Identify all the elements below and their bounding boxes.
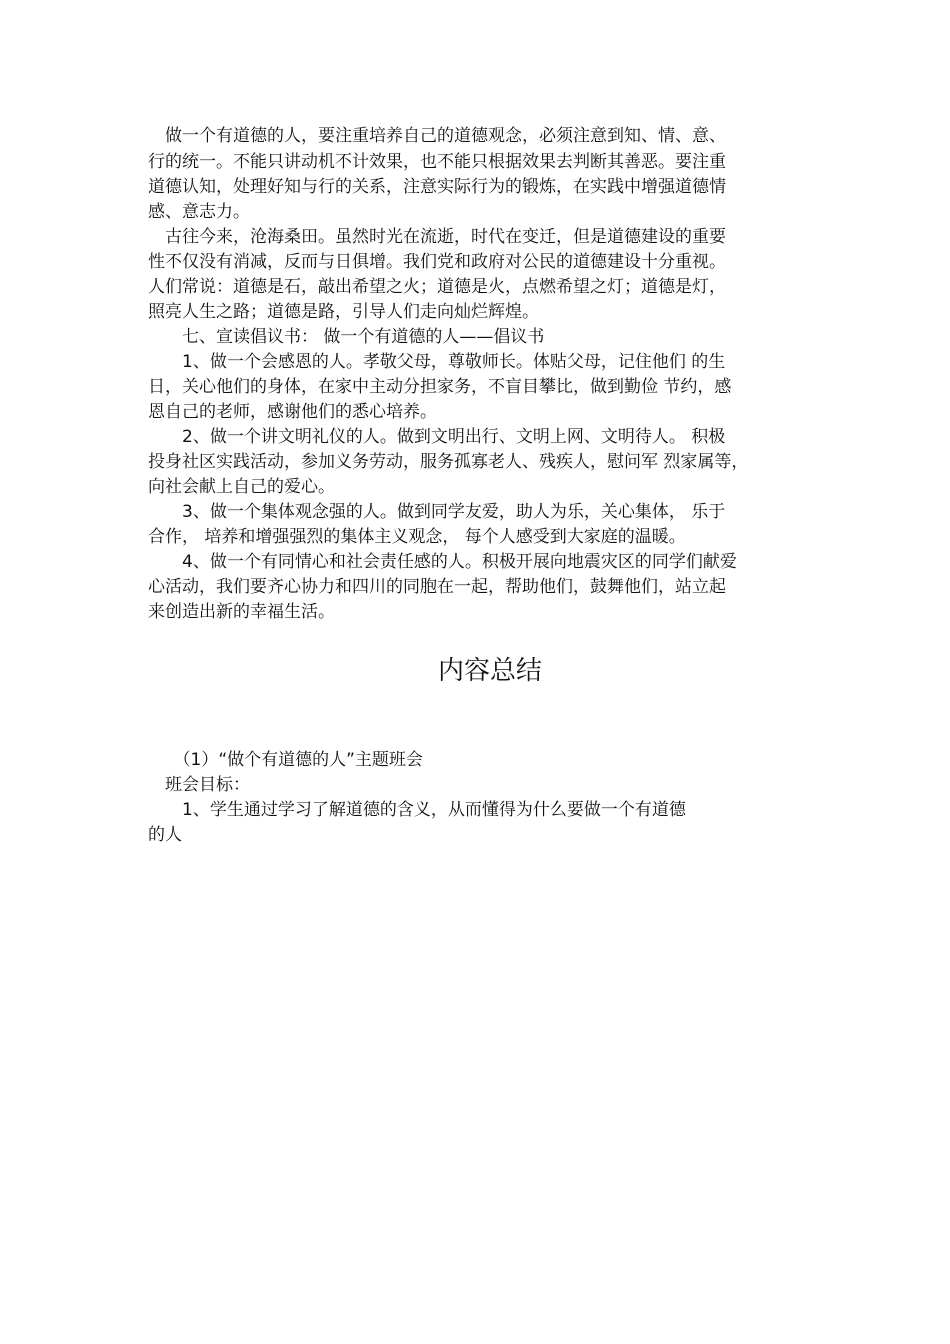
summary-line: （1）“做个有道德的人”主题班会: [148, 750, 423, 770]
list-item-line: 合作， 培养和增强强烈的集体主义观念， 每个人感受到大家庭的温暖。: [148, 527, 686, 547]
section-title: 七、宣读倡议书： 做一个有道德的人——倡议书: [148, 327, 545, 347]
paragraph-line: 感、意志力。: [148, 202, 250, 222]
list-item-line: 日，关心他们的身体，在家中主动分担家务，不盲目攀比，做到勤俭 节约，感: [148, 377, 732, 397]
list-item-line: 4、做一个有同情心和社会责任感的人。积极开展向地震灾区的同学们献爱: [148, 552, 737, 572]
summary-heading: 内容总结: [437, 656, 542, 686]
paragraph-line: 做一个有道德的人，要注重培养自己的道德观念，必须注意到知、情、意、: [148, 126, 726, 146]
paragraph-line: 人们常说：道德是石，敲出希望之火；道德是火，点燃希望之灯；道德是灯，: [148, 277, 726, 297]
summary-line: 1、学生通过学习了解道德的含义，从而懂得为什么要做一个有道德: [148, 800, 686, 820]
list-item-line: 心活动，我们要齐心协力和四川的同胞在一起，帮助他们，鼓舞他们，站立起: [148, 577, 726, 597]
paragraph-line: 性不仅没有消减，反而与日俱增。我们党和政府对公民的道德建设十分重视。: [148, 252, 726, 272]
paragraph-line: 行的统一。不能只讲动机不计效果，也不能只根据效果去判断其善恶。要注重: [148, 152, 726, 172]
list-item-line: 1、做一个会感恩的人。孝敬父母，尊敬师长。体贴父母，记住他们 的生: [148, 352, 726, 372]
list-item-line: 向社会献上自己的爱心。: [148, 477, 335, 497]
paragraph-line: 古往今来，沧海桑田。虽然时光在流逝，时代在变迁，但是道德建设的重要: [148, 227, 726, 247]
summary-line: 的人: [148, 825, 182, 845]
list-item-line: 恩自己的老师，感谢他们的悉心培养。: [148, 402, 437, 422]
paragraph-line: 照亮人生之路；道德是路，引导人们走向灿烂辉煌。: [148, 302, 539, 322]
list-item-line: 投身社区实践活动，参加义务劳动，服务孤寡老人、残疾人，慰问军 烈家属等，: [148, 452, 749, 472]
list-item-line: 3、做一个集体观念强的人。做到同学友爱，助人为乐，关心集体， 乐于: [148, 502, 726, 522]
summary-line: 班会目标：: [148, 775, 250, 795]
list-item-line: 来创造出新的幸福生活。: [148, 602, 335, 622]
paragraph-line: 道德认知，处理好知与行的关系，注意实际行为的锻炼，在实践中增强道德情: [148, 177, 726, 197]
list-item-line: 2、做一个讲文明礼仪的人。做到文明出行、文明上网、文明待人。 积极: [148, 427, 726, 447]
